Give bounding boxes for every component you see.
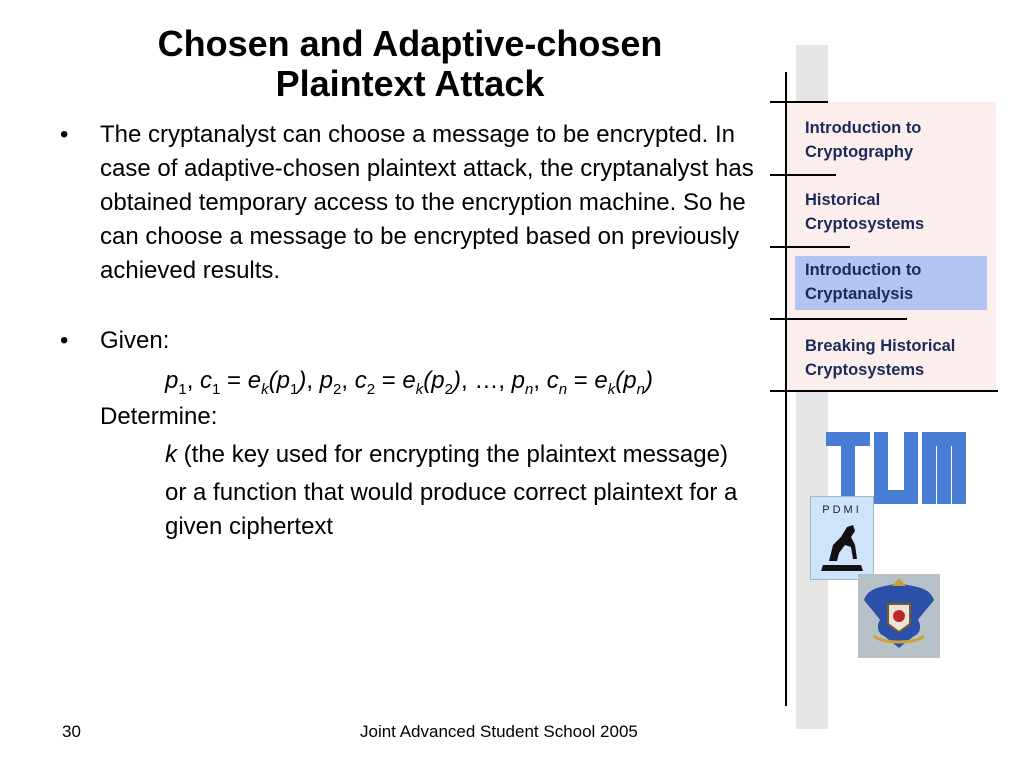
bullet-dot: • <box>60 327 69 354</box>
determine-label: Determine: <box>100 403 218 430</box>
page-number: 30 <box>62 722 81 741</box>
title-line-1: Chosen and Adaptive-chosen <box>157 23 663 64</box>
sidebar-item-introduction-to-cryptography[interactable]: Introduction to Cryptography <box>805 119 922 161</box>
nav-divider <box>770 101 828 103</box>
slide-body <box>60 118 760 544</box>
coat-of-arms-seal <box>858 574 940 658</box>
bullet-item <box>60 118 760 288</box>
sidebar-item-historical-cryptosystems[interactable]: Historical Cryptosystems <box>805 191 925 233</box>
given-formula: $p_1$, $c_1 = e_k(p_1)$, $p_2$, $c_2 = e_k(p_2)$, …, $p_n$, $c_n = e_k(p_n)$ <box>165 367 653 398</box>
pdmi-logo <box>810 496 874 580</box>
footer-event: Joint Advanced Student School 2005 <box>360 722 638 741</box>
nav-divider <box>770 318 907 320</box>
determine-option-key: k (the key used for encrypting the plaintext message) <box>165 441 728 468</box>
nav-divider <box>770 246 850 248</box>
nav-divider <box>770 390 998 392</box>
determine-option-function: or a function that would produce correct plaintext for a given ciphertext <box>165 479 738 540</box>
bullet-item <box>60 324 760 358</box>
slide-title <box>60 24 760 104</box>
tum-logo <box>826 432 966 506</box>
sidebar-vertical-rule <box>785 72 787 706</box>
bullet-text: Given: <box>100 327 170 354</box>
svg-text:PDMI: PDMI <box>822 504 862 516</box>
nav-divider <box>770 174 836 176</box>
title-line-2: Plaintext Attack <box>275 63 545 104</box>
sidebar-item-introduction-to-cryptanalysis[interactable]: Introduction to Cryptanalysis <box>795 256 987 310</box>
bullet-dot: • <box>60 121 69 148</box>
sidebar-item-breaking-historical-cryptosystems[interactable]: Breaking Historical Cryptosystems <box>805 337 956 379</box>
bullet-text: The cryptanalyst can choose a message to be encrypted. In case of adaptive-chosen plaintext attack, the cryptanalyst has obtained temporary access to the encryption machine. So he can choose a message to be encrypted based on previously achieved results. <box>100 121 754 284</box>
